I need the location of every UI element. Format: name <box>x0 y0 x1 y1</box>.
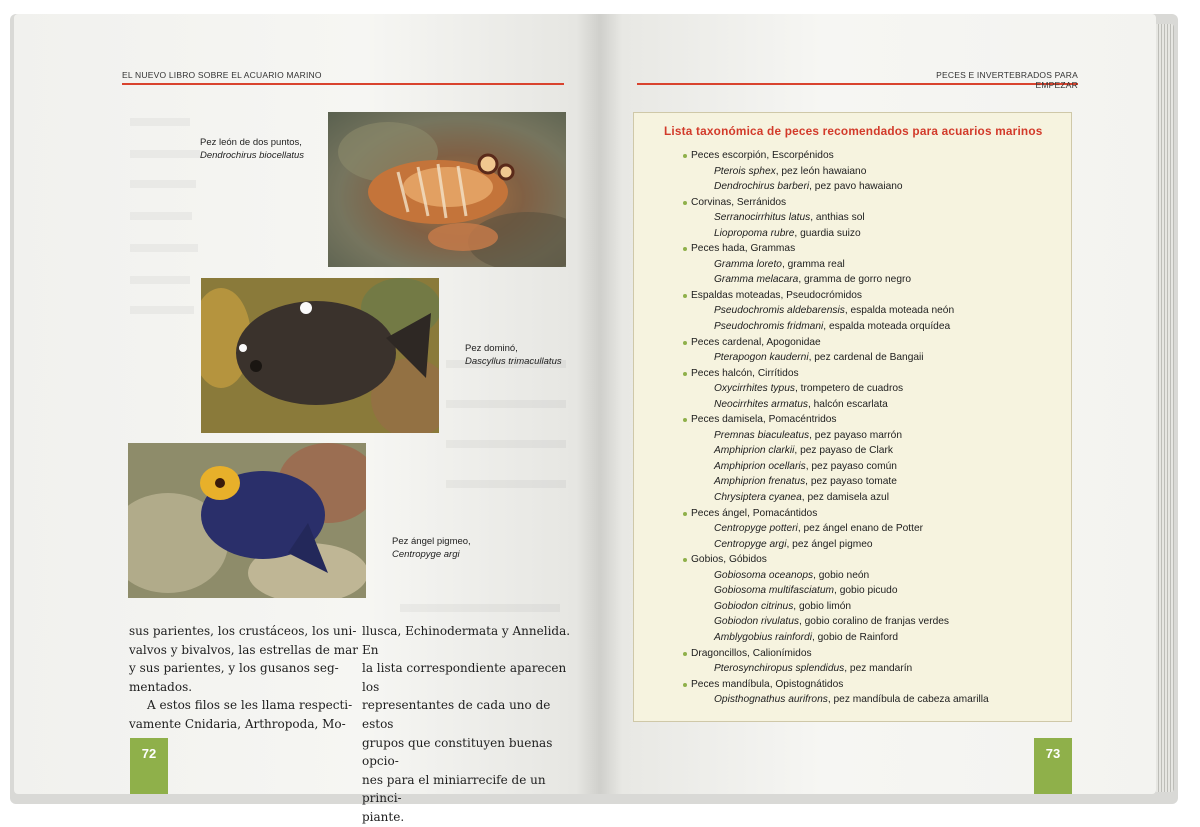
family-entry <box>683 552 989 568</box>
species-entry <box>683 661 989 677</box>
species-scientific-name: Gobiodon citrinus <box>714 600 794 612</box>
bullet-icon <box>683 558 687 562</box>
species-common-name: , halcón escarlata <box>807 398 888 410</box>
caption-common-name: Pez ángel pigmeo, <box>392 536 471 547</box>
family-name: Peces cardenal, Apogonidae <box>691 336 821 348</box>
species-scientific-name: Centropyge potteri <box>714 523 798 535</box>
bullet-icon <box>683 247 687 251</box>
species-scientific-name: Pterapogon kauderni <box>714 352 809 364</box>
photo-domino <box>201 278 439 433</box>
taxonomy-title: Lista taxonómica de peces recomendados para acuarios marinos <box>664 124 1043 138</box>
caption-common-name: Pez dominó, <box>465 343 518 354</box>
bullet-icon <box>683 201 687 205</box>
body-column-1 <box>129 622 365 734</box>
species-scientific-name: Centropyge argi <box>714 538 787 550</box>
family-name: Corvinas, Serránidos <box>691 196 787 208</box>
species-entry <box>683 226 989 242</box>
running-head-right: PECES E INVERTEBRADOS PARA EMPEZAR <box>936 70 1078 90</box>
text-line: llusca, Echinodermata y Annelida. En <box>362 624 571 657</box>
family-name: Peces damisela, Pomacéntridos <box>691 414 837 426</box>
text-line: representantes de cada uno de estos <box>362 698 551 731</box>
species-scientific-name: Gramma loreto <box>714 258 782 270</box>
family-name: Peces ángel, Pomacántidos <box>691 507 818 519</box>
caption-scientific-name: Dendrochirus biocellatus <box>200 150 305 161</box>
family-entry <box>683 195 989 211</box>
species-entry <box>683 319 989 335</box>
species-common-name: , gobio de Rainford <box>811 631 899 643</box>
species-common-name: , gramma real <box>781 258 845 270</box>
family-name: Peces halcón, Cirrítidos <box>691 367 799 379</box>
species-common-name: , gobio neón <box>813 569 870 581</box>
bullet-icon <box>683 683 687 687</box>
species-entry <box>683 599 989 615</box>
species-entry <box>683 568 989 584</box>
species-common-name: , gobio coralino de franjas verdes <box>798 616 950 628</box>
species-common-name: , gobio picudo <box>834 585 898 597</box>
species-entry <box>683 692 989 708</box>
caption-domino <box>465 342 562 368</box>
species-common-name: , pez ángel pigmeo <box>786 538 873 550</box>
species-scientific-name: Gobiodon rivulatus <box>714 616 799 628</box>
species-scientific-name: Amphiprion ocellaris <box>714 460 806 472</box>
family-entry <box>683 366 989 382</box>
text-line: piante. <box>362 809 405 824</box>
text-line: sus parientes, los crustáceos, los uni- <box>129 624 357 638</box>
species-scientific-name: Amphiprion clarkii <box>714 445 795 457</box>
species-scientific-name: Gobiosoma multifasciatum <box>714 585 835 597</box>
species-scientific-name: Amblygobius rainfordi <box>714 631 812 643</box>
header-rule-left <box>122 83 564 85</box>
species-scientific-name: Gramma melacara <box>714 274 799 286</box>
species-entry <box>683 614 989 630</box>
caption-lionfish <box>200 136 304 162</box>
family-entry <box>683 677 989 693</box>
species-scientific-name: Liopropoma rubre <box>714 227 795 239</box>
species-common-name: , pez damisela azul <box>801 492 889 504</box>
family-name: Peces hada, Grammas <box>691 243 796 255</box>
species-common-name: , pez payaso tomate <box>805 476 897 488</box>
species-scientific-name: Amphiprion frenatus <box>714 476 806 488</box>
species-entry <box>683 443 989 459</box>
species-common-name: , guardia suizo <box>794 227 861 239</box>
species-entry <box>683 303 989 319</box>
family-entry <box>683 646 989 662</box>
species-common-name: , gramma de gorro negro <box>798 274 912 286</box>
species-entry <box>683 630 989 646</box>
species-common-name: , pez pavo hawaiano <box>809 181 903 193</box>
species-entry <box>683 381 989 397</box>
species-scientific-name: Serranocirrhitus latus <box>714 212 811 224</box>
species-common-name: , pez payaso de Clark <box>794 445 893 457</box>
taxonomy-list <box>683 148 989 708</box>
species-common-name: , pez cardenal de Bangaii <box>808 352 924 364</box>
family-entry <box>683 335 989 351</box>
species-entry <box>683 490 989 506</box>
species-entry <box>683 179 989 195</box>
species-scientific-name: Pterois sphex <box>714 165 776 177</box>
species-scientific-name: Pterosynchiropus splendidus <box>714 663 845 675</box>
photo-lionfish <box>328 112 566 267</box>
caption-scientific-name: Centropyge argi <box>392 549 460 560</box>
family-entry <box>683 412 989 428</box>
bullet-icon <box>683 652 687 656</box>
species-scientific-name: Opisthognathus aurifrons <box>714 694 828 706</box>
species-common-name: , pez león hawaiano <box>775 165 867 177</box>
bullet-icon <box>683 294 687 298</box>
family-name: Gobios, Góbidos <box>691 554 767 566</box>
species-common-name: , espalda moteada orquídea <box>823 321 951 333</box>
species-scientific-name: Oxycirrhites typus <box>714 383 795 395</box>
species-common-name: , pez ángel enano de Potter <box>797 523 924 535</box>
bullet-icon <box>683 512 687 516</box>
family-entry <box>683 148 989 164</box>
species-common-name: , anthias sol <box>810 212 865 224</box>
family-entry <box>683 241 989 257</box>
body-column-2 <box>362 622 572 827</box>
species-entry <box>683 474 989 490</box>
text-line: la lista correspondiente aparecen los <box>362 661 567 694</box>
species-entry <box>683 537 989 553</box>
species-common-name: , espalda moteada neón <box>844 305 955 317</box>
bullet-icon <box>683 341 687 345</box>
species-entry <box>683 428 989 444</box>
page-number-right: 73 <box>1034 738 1072 794</box>
family-name: Peces escorpión, Escorpénidos <box>691 150 834 161</box>
bullet-icon <box>683 154 687 158</box>
text-line: vamente Cnidaria, Arthropoda, Mo- <box>129 716 346 731</box>
species-entry <box>683 459 989 475</box>
species-entry <box>683 350 989 366</box>
caption-common-name: Pez león de dos puntos, <box>200 137 302 148</box>
family-entry <box>683 506 989 522</box>
species-scientific-name: Chrysiptera cyanea <box>714 492 802 504</box>
text-line: A estos filos se les llama respecti- <box>147 698 353 713</box>
species-entry <box>683 272 989 288</box>
species-common-name: , pez payaso marrón <box>809 429 903 441</box>
species-entry <box>683 210 989 226</box>
bullet-icon <box>683 418 687 422</box>
text-line: nes para el miniarrecife de un princi- <box>362 772 546 806</box>
caption-scientific-name: Dascyllus trimacullatus <box>465 356 562 367</box>
species-entry <box>683 164 989 180</box>
photo-pygmy-angelfish <box>128 443 366 598</box>
family-name: Peces mandíbula, Opistognátidos <box>691 678 844 690</box>
text-line: grupos que constituyen buenas opcio- <box>362 735 553 769</box>
species-scientific-name: Pseudochromis fridmani <box>714 321 824 333</box>
species-entry <box>683 583 989 599</box>
running-head-left: EL NUEVO LIBRO SOBRE EL ACUARIO MARINO <box>122 70 322 80</box>
species-scientific-name: Dendrochirus barberi <box>714 181 810 193</box>
species-common-name: , trompetero de cuadros <box>794 383 904 395</box>
family-name: Espaldas moteadas, Pseudocrómidos <box>691 289 863 301</box>
species-common-name: , pez mandíbula de cabeza amarilla <box>827 694 989 706</box>
species-entry <box>683 521 989 537</box>
page-edges <box>1156 24 1174 792</box>
text-line: mentados. <box>129 679 193 694</box>
family-entry <box>683 288 989 304</box>
species-entry <box>683 257 989 273</box>
page-number-left: 72 <box>130 738 168 794</box>
species-common-name: , gobio limón <box>793 600 852 612</box>
text-line: valvos y bivalvos, las estrellas de mar <box>129 642 358 657</box>
species-scientific-name: Pseudochromis aldebarensis <box>714 305 845 317</box>
species-common-name: , pez mandarín <box>844 663 913 675</box>
species-scientific-name: Neocirrhites armatus <box>714 398 808 410</box>
text-line: y sus parientes, y los gusanos seg- <box>129 661 339 676</box>
species-entry <box>683 397 989 413</box>
bullet-icon <box>683 372 687 376</box>
species-common-name: , pez payaso común <box>805 460 897 472</box>
caption-pygmy-angelfish <box>392 535 471 561</box>
species-scientific-name: Premnas biaculeatus <box>714 429 810 441</box>
family-name: Dragoncillos, Calionímidos <box>691 647 812 659</box>
species-scientific-name: Gobiosoma oceanops <box>714 569 814 581</box>
